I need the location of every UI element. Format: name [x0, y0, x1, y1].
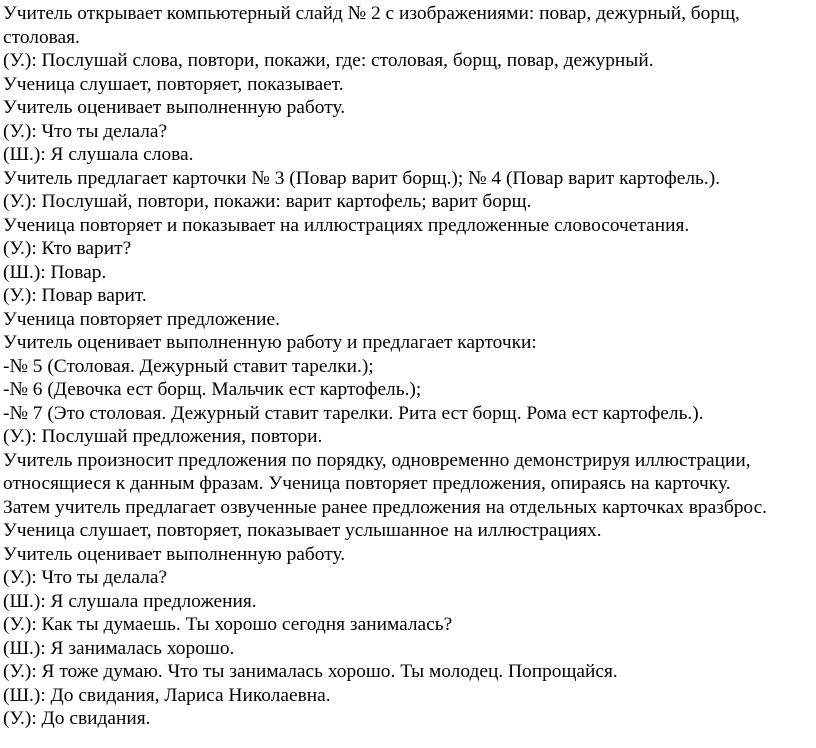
paragraph-who-cooks: (У.): Кто варит?	[3, 238, 132, 259]
paragraph-student-listens: Ученица слушает, повторяет, показывает.	[3, 73, 344, 95]
paragraph-cook: (Ш.): Повар.	[3, 261, 107, 283]
paragraph-answer: (Ш.): Я слушала слова.	[3, 144, 194, 165]
paragraph-card-7: -№ 7 (Это столовая. Дежурный ставит тарелки. Рита ест борщ. Рома ест картофель.).	[3, 402, 704, 424]
paragraph-question-2: (У.): Что ты делала?	[3, 567, 168, 588]
paragraph-teacher-evaluates: Учитель оценивает выполненную работу.	[3, 97, 346, 118]
paragraph-answer-2: (Ш.): Я слушала предложения.	[3, 590, 257, 612]
paragraph-slide-intro: Учитель открывает компьютерный слайд № 2 с изображениями: повар, дежурный, борщ, столовая.	[3, 3, 745, 48]
paragraph-teacher-words: (У.): Послушай слова, повтори, покажи, где: столовая, борщ, повар, дежурный.	[3, 50, 654, 71]
paragraph-repeats-sentence: Ученица повторяет предложение.	[3, 308, 281, 330]
paragraph-question: (У.): Что ты делала?	[3, 120, 168, 142]
paragraph-well-done: (У.): Я тоже думаю. Что ты занималась хорошо. Ты молодец. Попрощайся.	[3, 661, 618, 682]
paragraph-student-repeats: Ученица повторяет и показывает на иллюстрациях предложенные словосочетания.	[3, 214, 690, 236]
paragraph-card-5: -№ 5 (Столовая. Дежурный ставит тарелки.);	[3, 355, 374, 377]
paragraph-card-6: -№ 6 (Девочка ест борщ. Мальчик ест картофель.);	[3, 379, 422, 400]
paragraph-teacher-evaluates-2: Учитель оценивает выполненную работу.	[3, 543, 346, 565]
paragraph-cook-cooks: (У.): Повар варит.	[3, 285, 147, 306]
paragraph-cards-scattered: Затем учитель предлагает озвученные ранее предложения на отдельных карточках вразброс. Ученица слушает, повторяет, показывает услышанное на иллюстрациях.	[3, 496, 772, 541]
document-body	[3, 2, 815, 731]
paragraph-did-well: (Ш.): Я занималась хорошо.	[3, 637, 235, 659]
paragraph-goodbye-student: (Ш.): До свидания, Лариса Николаевна.	[3, 684, 331, 706]
paragraph-teacher-pronounces: Учитель произносит предложения по порядку, одновременно демонстрируя иллюстрации, относящиеся к данным фразам. Ученица повторяет предложения, опираясь на карточку.	[3, 449, 756, 494]
paragraph-cards-3-4: Учитель предлагает карточки № 3 (Повар варит борщ.); № 4 (Повар варит картофель.).	[3, 167, 720, 189]
paragraph-how-did-you-do: (У.): Как ты думаешь. Ты хорошо сегодня занималась?	[3, 614, 453, 635]
paragraph-offers-cards: Учитель оценивает выполненную работу и предлагает карточки:	[3, 332, 537, 353]
paragraph-teacher-phrases: (У.): Послушай, повтори, покажи: варит картофель; варит борщ.	[3, 191, 532, 212]
paragraph-listen-sentences: (У.): Послушай предложения, повтори.	[3, 426, 323, 447]
paragraph-goodbye-teacher: (У.): До свидания.	[3, 708, 151, 729]
